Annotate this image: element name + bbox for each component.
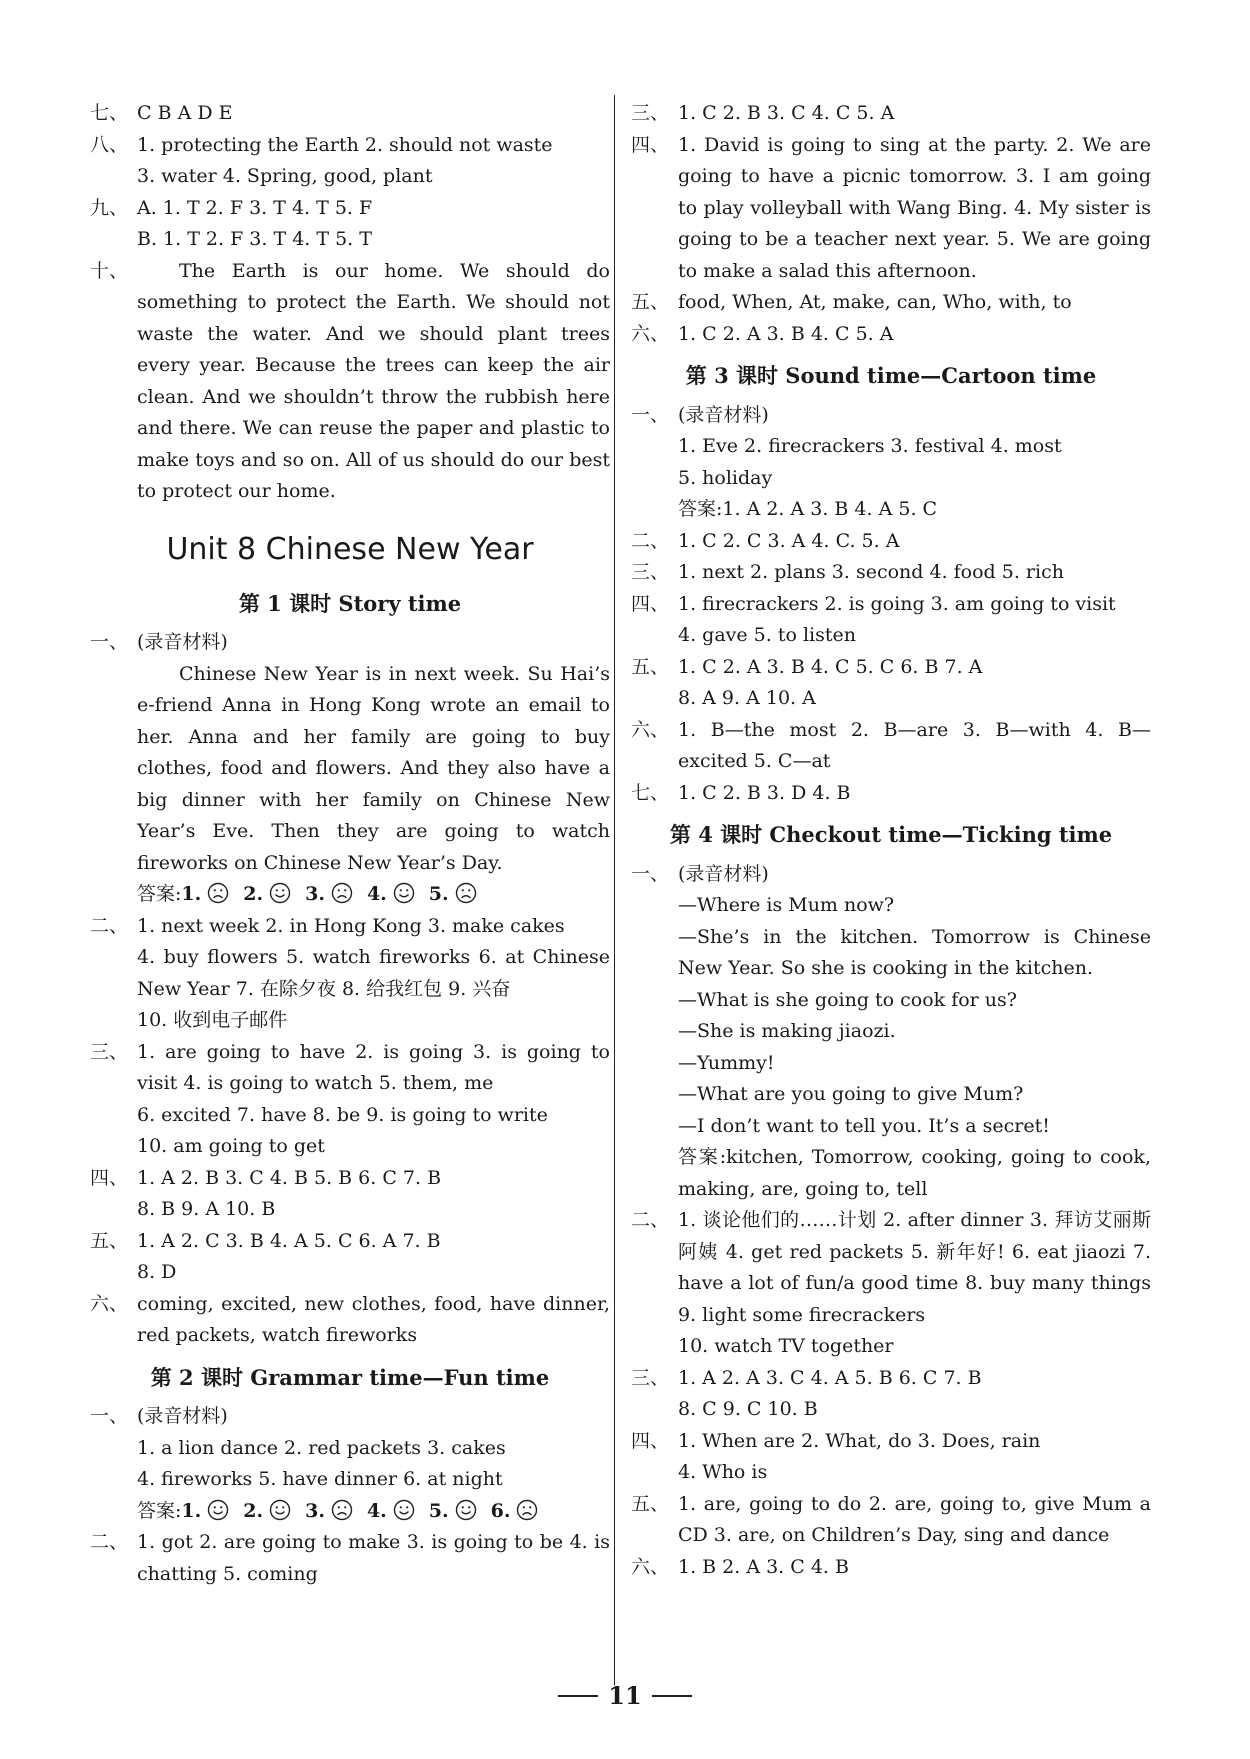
l1-section-3-cont: 6. excited 7. have 8. be 9. is going to write xyxy=(137,1103,548,1126)
l1-answer-num: 1. xyxy=(181,883,202,905)
l1-section-4-cont: 8. B 9. A 10. B xyxy=(137,1198,276,1220)
l1-section-2: 二、 1. next week 2. in Hong Kong 3. make cakes xyxy=(90,914,565,937)
answer-line-9: 九、 A. 1. T 2. F 3. T 4. T 5. F xyxy=(90,196,373,219)
smiley-face-icon xyxy=(207,1499,229,1521)
lesson-2-title: 第 2 课时 Grammar time—Fun time xyxy=(150,1364,550,1390)
l4-answer: 答案:kitchen, Tomorrow, cooking, going to cook, making, are, going to, tell xyxy=(678,1146,1151,1200)
l1-answer-faces: 答案:1. 2. 3. 4. 5. xyxy=(90,879,610,911)
l1-section-5: 五、 1. A 2. C 3. B 4. A 5. C 6. A 7. B xyxy=(90,1229,441,1252)
l2-answer-num: 6. xyxy=(490,1499,511,1522)
answer-line-8-cont: 3. water 4. Spring, good, plant xyxy=(137,165,433,187)
l1-section-1-label: 一、 (录音材料) xyxy=(90,631,228,653)
l4-section-2-cont: 10. watch TV together xyxy=(678,1335,894,1357)
essay-block: 十、 The Earth is our home. We should do something to protect the Earth. We should not waste the water. And we should plant trees every year. Because the trees can keep the air clean. And we shouldn’t throw the rubbish here and there. We can reuse the paper and plastic to make toys and so on. All of us should do our best to protect our home. xyxy=(90,256,610,508)
l2-section-2: 二、 1. got 2. are going to make 3. is going to be 4. is chatting 5. coming xyxy=(90,1531,610,1585)
l4-dialog-3: —What is she going to cook for us? xyxy=(678,988,1017,1011)
essay-text: The Earth is our home. We should do something to protect the Earth. We should not waste the water. And we should plant trees every year. Because the trees can keep the air clean. And we shouldn’t throw the rubbish here and there. We can reuse the paper and plastic to make toys and so on. All of us should do our best to protect our home. xyxy=(137,259,610,502)
l2-answer-faces: 答案:1. 2. 3. 4. 5. 6. xyxy=(90,1496,610,1528)
l4-dialog-1: —Where is Mum now? xyxy=(678,894,895,916)
l4-section-3: 三、 1. A 2. A 3. C 4. A 5. B 6. C 7. B xyxy=(631,1366,982,1389)
l4-dialog-4: —She is making jiaozi. xyxy=(678,1020,896,1042)
l4-dialog-5: —Yummy! xyxy=(678,1051,775,1074)
page-footer xyxy=(0,1680,1250,1712)
l2-face-list xyxy=(181,1500,538,1522)
l1-section-4: 四、 1. A 2. B 3. C 4. B 5. B 6. C 7. B xyxy=(90,1166,442,1189)
answer-line-7: 七、 C B A D E xyxy=(90,102,233,124)
l4-dialog-7: —I don’t want to tell you. It’s a secret! xyxy=(678,1114,1050,1137)
l1-section-5-cont: 8. D xyxy=(137,1261,177,1283)
page-number: 11 xyxy=(608,1681,642,1710)
r-section-3: 三、 1. C 2. B 3. C 4. C 5. A xyxy=(631,102,895,124)
sad-face-icon xyxy=(207,882,229,904)
column-divider xyxy=(614,95,615,1685)
l3-section-5: 五、 1. C 2. A 3. B 4. C 5. C 6. B 7. A xyxy=(631,655,983,678)
l2-answer-num: 1. xyxy=(181,1499,202,1522)
footer-dash-right xyxy=(652,1695,692,1697)
lesson-1-title: 第 1 课时 Story time xyxy=(238,590,462,616)
l2-section-1-line1: 1. a lion dance 2. red packets 3. cakes xyxy=(137,1436,506,1459)
l1-face-list xyxy=(181,883,476,905)
l2-section-1-line2: 4. fireworks 5. have dinner 6. at night xyxy=(137,1468,503,1490)
answer-line-8: 八、 1. protecting the Earth 2. should not waste xyxy=(90,133,553,156)
l1-section-6: 六、 coming, excited, new clothes, food, have dinner, red packets, watch fireworks xyxy=(90,1292,610,1346)
l3-section-7: 七、 1. C 2. B 3. D 4. B xyxy=(631,781,851,804)
smiley-face-icon xyxy=(269,1499,291,1521)
footer-dash-left xyxy=(558,1695,598,1697)
l2-answer-num: 4. xyxy=(366,1499,387,1522)
l4-section-2: 二、 1. 谈论他们的……计划 2. after dinner 3. 拜访艾丽斯阿姨 4. get red packets 5. 新年好! 6. eat jiaozi 7. have a lot of fun/a good time 8. buy many things 9. light some firecrackers xyxy=(631,1209,1151,1326)
smiley-face-icon xyxy=(269,882,291,904)
l1-answer-num: 3. xyxy=(305,883,325,905)
l2-answer-num: 3. xyxy=(305,1499,325,1522)
l1-answer-num: 2. xyxy=(243,883,264,905)
l1-answer-num: 5. xyxy=(428,883,449,905)
smiley-face-icon xyxy=(455,1499,477,1521)
sad-face-icon xyxy=(331,882,353,904)
r-section-4: 四、 1. David is going to sing at the party. 2. We are going to have a picnic tomorrow. 3. I am going to play volleyball with Wang Bing. 4. My sister is going to be a teacher next year. 5. We are going to make a salad this afternoon. xyxy=(631,133,1151,282)
l1-section-3: 三、 1. are going to have 2. is going 3. is going to visit 4. is going to watch 5. them, me xyxy=(90,1040,610,1094)
l1-passage: Chinese New Year is in next week. Su Hai’s e-friend Anna in Hong Kong wrote an email to her. Anna and her family are going to buy clothes, food and flowers. And they also have a big dinner with her family on Chinese New Year’s Eve. Then they are going to watch fireworks on Chinese New Year’s Day. xyxy=(137,662,610,874)
l1-answer-num: 4. xyxy=(366,883,387,905)
answer-line-9-cont: B. 1. T 2. F 3. T 4. T 5. T xyxy=(137,228,372,250)
lesson-4-title: 第 4 课时 Checkout time—Ticking time xyxy=(669,822,1113,847)
l3-section-6: 六、 1. B—the most 2. B—are 3. B—with 4. B—excited 5. C—at xyxy=(631,718,1151,772)
l1-section-3-cont2: 10. am going to get xyxy=(137,1135,325,1157)
r-section-5: 五、 food, When, At, make, can, Who, with, to xyxy=(631,291,1072,313)
l3-section-3: 三、 1. next 2. plans 3. second 4. food 5. rich xyxy=(631,561,1064,583)
sad-face-icon xyxy=(455,882,477,904)
l3-section-2: 二、 1. C 2. C 3. A 4. C. 5. A xyxy=(631,529,900,552)
l3-section-4: 四、 1. firecrackers 2. is going 3. am going to visit xyxy=(631,592,1116,615)
l1-section-2-cont: 4. buy flowers 5. watch fireworks 6. at Chinese New Year 7. 在除夕夜 8. 给我红包 9. 兴奋 xyxy=(137,946,610,1000)
smiley-face-icon xyxy=(393,882,415,904)
l4-dialog-6: —What are you going to give Mum? xyxy=(678,1083,1024,1105)
l2-answer-num: 5. xyxy=(428,1499,449,1522)
l3-section-4-cont: 4. gave 5. to listen xyxy=(678,624,856,646)
l4-section-1-label: 一、 (录音材料) xyxy=(631,862,769,885)
l3-answer: 答案:1. A 2. A 3. B 4. A 5. C xyxy=(678,498,938,520)
l3-section-5-cont: 8. A 9. A 10. A xyxy=(678,687,816,709)
l4-section-4: 四、 1. When are 2. What, do 3. Does, rain xyxy=(631,1429,1041,1452)
smiley-face-icon xyxy=(393,1499,415,1521)
right-column xyxy=(631,98,1151,1583)
l4-section-3-cont: 8. C 9. C 10. B xyxy=(678,1398,818,1420)
l3-section-1-line1: 1. Eve 2. firecrackers 3. festival 4. most xyxy=(678,435,1062,457)
r-section-6: 六、 1. C 2. A 3. B 4. C 5. A xyxy=(631,322,894,345)
sad-face-icon xyxy=(331,1499,353,1521)
l2-answer-num: 2. xyxy=(243,1499,264,1522)
sad-face-icon xyxy=(516,1499,538,1521)
l4-section-4-cont: 4. Who is xyxy=(678,1461,768,1483)
l4-section-6: 六、 1. B 2. A 3. C 4. B xyxy=(631,1555,849,1578)
left-column xyxy=(90,98,610,1590)
l2-section-1-label: 一、 (录音材料) xyxy=(90,1405,228,1427)
l4-dialog-2: —She’s in the kitchen. Tomorrow is Chinese New Year. So she is cooking in the kitchen. xyxy=(678,925,1151,979)
lesson-3-title: 第 3 课时 Sound time—Cartoon time xyxy=(685,363,1097,388)
unit-title: Unit 8 Chinese New Year xyxy=(166,531,534,567)
l4-section-5: 五、 1. are, going to do 2. are, going to, give Mum a CD 3. are, on Children’s Day, sing and dance xyxy=(631,1492,1151,1546)
l1-section-2-cont2: 10. 收到电子邮件 xyxy=(137,1009,288,1031)
l3-section-1-label: 一、 (录音材料) xyxy=(631,403,769,426)
l3-section-1-line2: 5. holiday xyxy=(678,466,773,489)
